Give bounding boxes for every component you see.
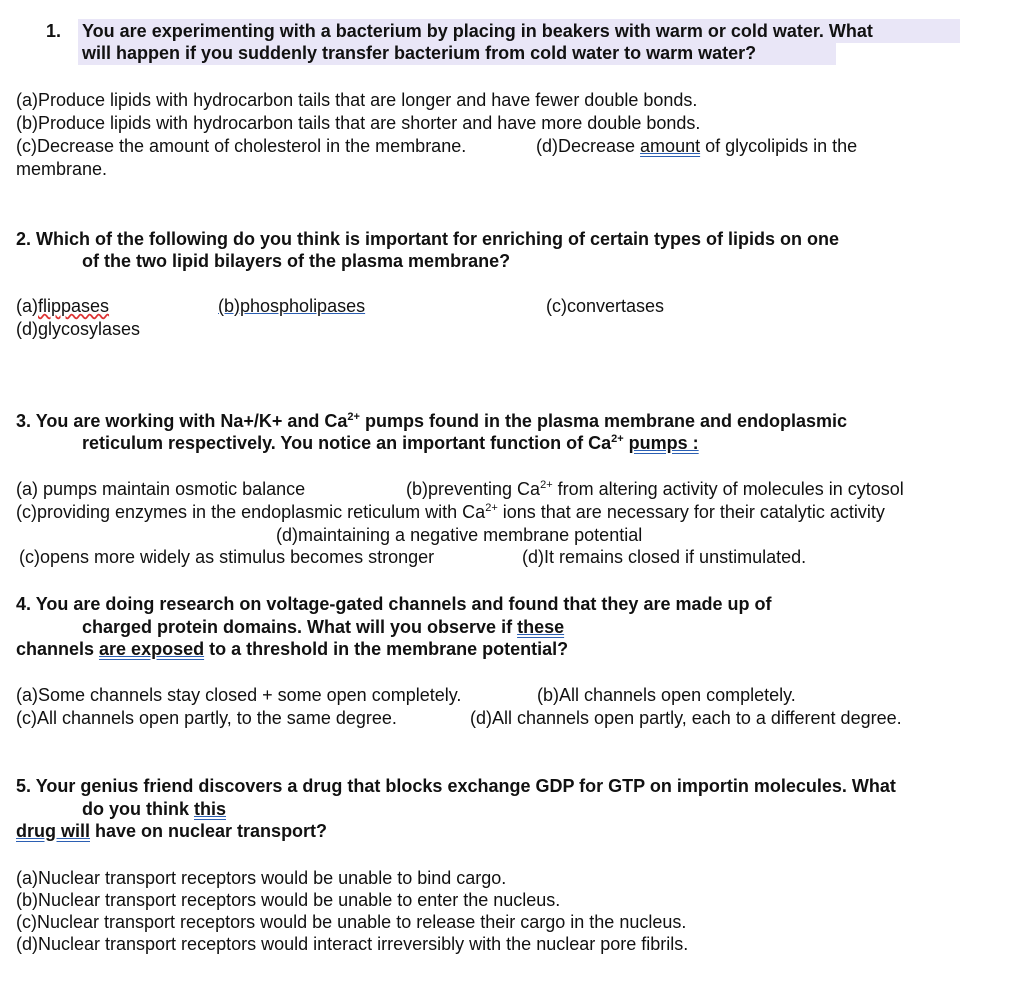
q1-option-b: (b)Produce lipids with hydrocarbon tails that are shorter and have more double bonds. xyxy=(16,113,701,133)
q5-question-line3 xyxy=(16,820,327,842)
q5-line3-post: have on nuclear transport? xyxy=(90,821,328,841)
q4-question-line1: 4. You are doing research on voltage-gated channels and found that they are made up of xyxy=(16,594,772,614)
q3-extra-c: (c)opens more widely as stimulus becomes stronger xyxy=(19,547,435,567)
q4-line2-pre: charged protein domains. What will you observe if xyxy=(82,617,518,637)
q3-sup-2: 2+ xyxy=(611,433,624,445)
q3-option-c-pre: (c)providing enzymes in the endoplasmic reticulum with Ca xyxy=(16,502,486,522)
q2-option-c: (c)convertases xyxy=(546,296,665,316)
q4-line3-post: to a threshold in the membrane potential? xyxy=(204,639,569,659)
q3-option-b-pre: (b)preventing Ca xyxy=(406,479,541,499)
q2-question-line1: 2. Which of the following do you think is important for enriching of certain types of lipids on one xyxy=(16,229,840,249)
q1-option-d-cont: membrane. xyxy=(16,159,108,179)
q1-option-c: (c)Decrease the amount of cholesterol in the membrane. xyxy=(16,136,467,156)
q3-line2-underlined: pumps : xyxy=(628,433,699,453)
q3-sup-4: 2+ xyxy=(485,502,498,514)
q5-option-c: (c)Nuclear transport receptors would be unable to release their cargo in the nucleus. xyxy=(16,912,687,932)
q1-option-d-pre: (d)Decrease xyxy=(536,136,641,156)
q1-question-line2: will happen if you suddenly transfer bacterium from cold water to warm water? xyxy=(82,43,757,63)
q4-option-c: (c)All channels open partly, to the same degree. xyxy=(16,708,397,728)
q3-option-b-post: from altering activity of molecules in cytosol xyxy=(552,479,904,499)
q1-option-d-underlined: amount xyxy=(640,136,701,156)
q1-number: 1. xyxy=(46,21,62,41)
q2-question-line2: of the two lipid bilayers of the plasma membrane? xyxy=(82,251,511,271)
q3-option-c xyxy=(16,501,885,523)
q4-line2-underlined: these xyxy=(517,617,565,637)
q2-option-b-text: (b)phospholipases xyxy=(218,296,366,316)
q4-line3-underlined: are exposed xyxy=(99,639,205,659)
q3-line1-pre: 3. You are working with Na+/K+ and Ca xyxy=(16,411,348,431)
q2-option-a-word: flippases xyxy=(38,296,110,316)
q4-option-b: (b)All channels open completely. xyxy=(537,685,796,705)
q3-option-a: (a) pumps maintain osmotic balance xyxy=(16,479,306,499)
q5-question-line1: 5. Your genius friend discovers a drug that blocks exchange GDP for GTP on importin molecules. What xyxy=(16,776,896,796)
q3-question-line2 xyxy=(82,432,699,454)
q3-question-line1 xyxy=(16,410,847,432)
q3-option-c-post: ions that are necessary for their catalytic activity xyxy=(497,502,885,522)
q3-line1-post: pumps found in the plasma membrane and endoplasmic xyxy=(359,411,848,431)
q3-extra-d: (d)It remains closed if unstimulated. xyxy=(522,547,807,567)
q5-line2-underlined: this xyxy=(194,799,227,819)
q2-option-d: (d)glycosylases xyxy=(16,319,141,339)
q3-sup-1: 2+ xyxy=(347,411,360,423)
q3-line2-pre: reticulum respectively. You notice an important function of Ca xyxy=(82,433,612,453)
q1-option-d-post: of glycolipids in the xyxy=(700,136,858,156)
q5-question-line2 xyxy=(82,798,226,820)
q2-option-a xyxy=(16,295,109,317)
q5-option-d: (d)Nuclear transport receptors would interact irreversibly with the nuclear pore fibrils. xyxy=(16,934,689,954)
q2-option-b xyxy=(218,295,365,317)
q4-option-a: (a)Some channels stay closed + some open completely. xyxy=(16,685,462,705)
q3-option-b xyxy=(406,478,904,500)
q3-option-d: (d)maintaining a negative membrane potential xyxy=(276,525,643,545)
q1-option-a: (a)Produce lipids with hydrocarbon tails that are longer and have fewer double bonds. xyxy=(16,90,698,110)
q1-option-d xyxy=(536,135,857,157)
q5-option-a: (a)Nuclear transport receptors would be unable to bind cargo. xyxy=(16,868,507,888)
q5-option-b: (b)Nuclear transport receptors would be unable to enter the nucleus. xyxy=(16,890,561,910)
q5-line3-underlined: drug will xyxy=(16,821,90,841)
q1-question-line1: You are experimenting with a bacterium by placing in beakers with warm or cold water. What xyxy=(82,21,873,41)
q4-option-d: (d)All channels open partly, each to a different degree. xyxy=(470,708,902,728)
q4-line3-pre: channels xyxy=(16,639,100,659)
q2-option-a-pre: (a) xyxy=(16,296,38,316)
q5-line2-pre: do you think xyxy=(82,799,194,819)
q3-sup-3: 2+ xyxy=(540,479,553,491)
q4-question-line3 xyxy=(16,638,568,660)
q4-question-line2 xyxy=(82,616,564,638)
